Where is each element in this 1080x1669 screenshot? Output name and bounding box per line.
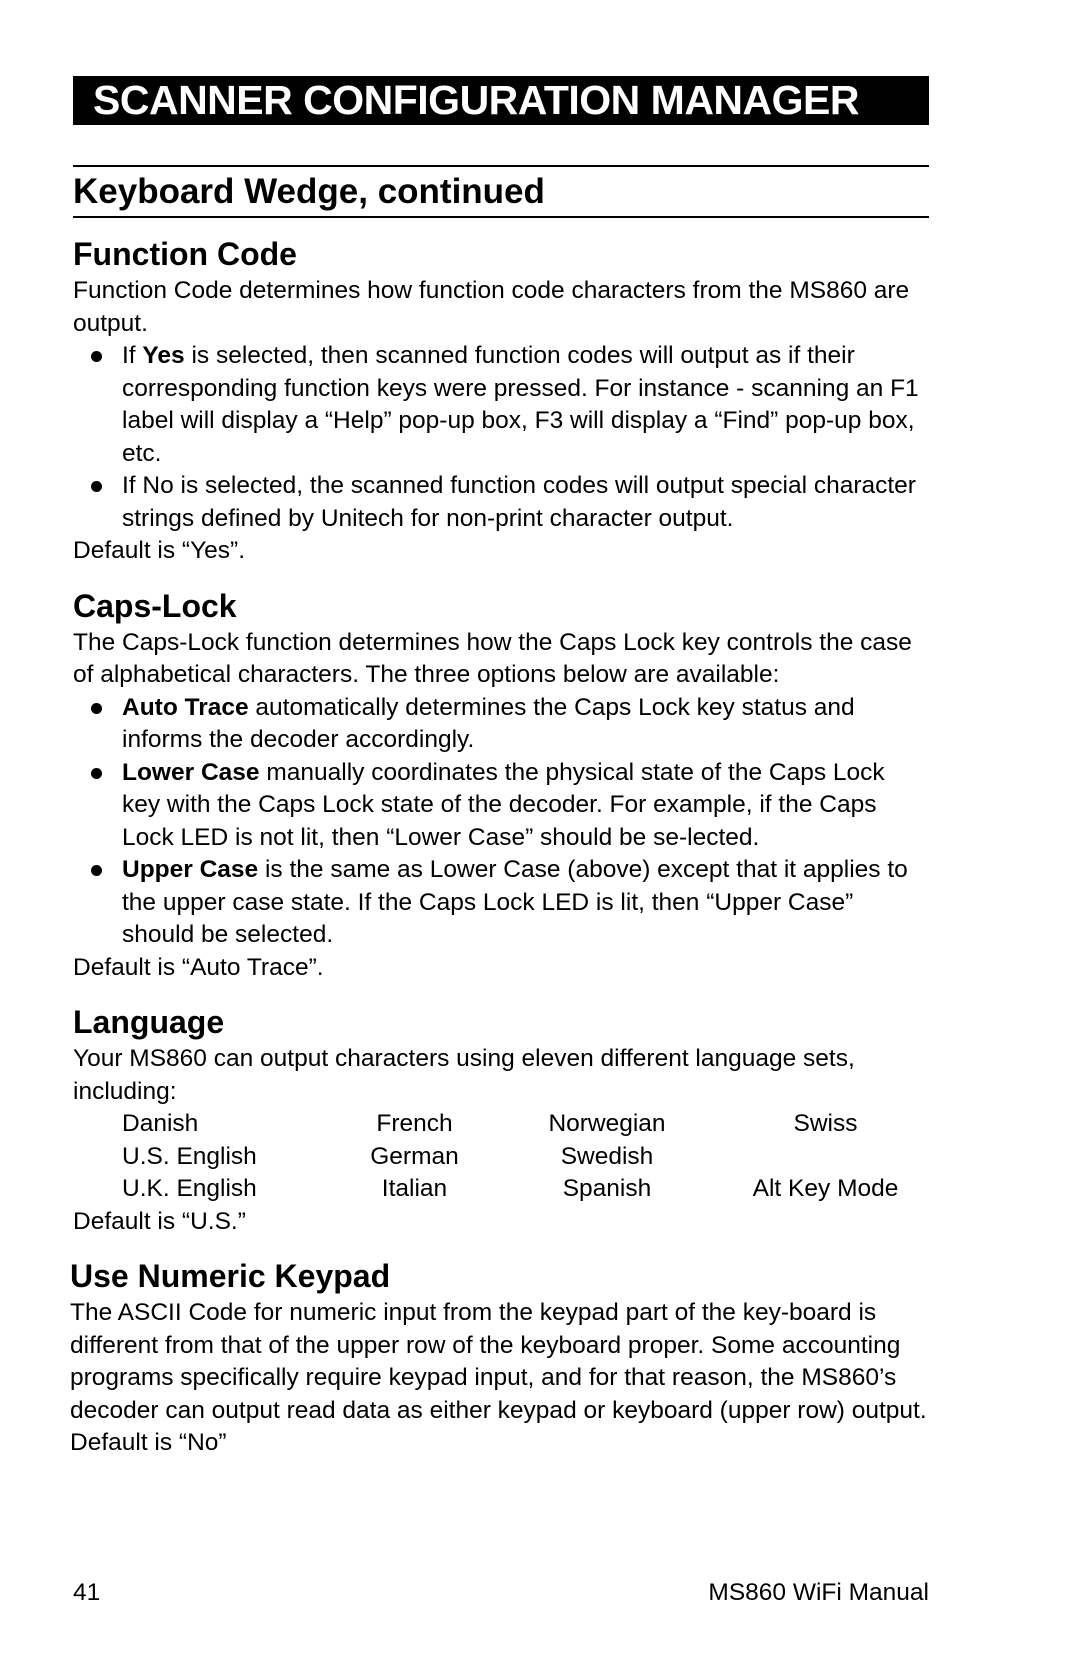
bullet-text: automatically determines the Caps Lock key status and informs the decoder accordingly.	[122, 693, 855, 753]
bullet-icon	[91, 703, 102, 714]
language-intro: Your MS860 can output characters using eleven different language sets, including:	[73, 1045, 855, 1105]
bullet-icon	[91, 865, 102, 876]
numeric-keypad-body: The ASCII Code for numeric input from the keypad part of the key-board is different from that of the upper row of the keyboard proper. Some accounting programs specifically require keypad input, and for that reason, the MS860’s decoder can output read data as either keypad or keyboard (upper row) output.	[70, 1299, 927, 1424]
list-item	[73, 757, 929, 855]
chapter-banner: SCANNER CONFIGURATION MANAGER	[73, 76, 929, 125]
function-code-intro: Function Code determines how function code characters from the MS860 are output.	[73, 277, 910, 337]
function-code-heading: Function Code	[73, 236, 297, 272]
table-row	[122, 1108, 929, 1141]
table-row	[122, 1141, 929, 1174]
bullet-icon	[91, 481, 102, 492]
option-name: Lower Case	[122, 758, 260, 786]
caps-lock-intro: The Caps-Lock function determines how the Caps Lock key controls the case of alphabetical characters. The three options below are available:	[73, 628, 912, 688]
caps-lock-options	[73, 692, 929, 952]
numeric-keypad-heading: Use Numeric Keypad	[70, 1258, 391, 1294]
section-heading: Keyboard Wedge, continued	[73, 165, 929, 218]
function-code-options	[73, 340, 929, 535]
caps-lock-default: Default is “Auto Trace”.	[73, 953, 324, 981]
numeric-keypad-default: Default is “No”	[70, 1429, 227, 1456]
bullet-icon	[91, 351, 102, 362]
language-default: Default is “U.S.”	[73, 1207, 246, 1235]
table-cell: Swiss	[793, 1110, 858, 1137]
table-cell: Swedish	[560, 1142, 654, 1170]
bullet-text: If	[122, 342, 143, 369]
manual-page	[70, 76, 929, 1460]
language-table	[122, 1108, 929, 1206]
caps-lock-section	[73, 587, 929, 985]
table-cell: Italian	[381, 1175, 448, 1202]
table-cell: German	[370, 1142, 459, 1170]
table-cell: Spanish	[562, 1175, 652, 1202]
bullet-text: is selected, then scanned function codes will output as if their corresponding function keys were pressed. For instance - scanning an F1 label will display a “Help” pop-up box, F3 will display a “Find” pop-up box, etc.	[122, 342, 919, 467]
language-section	[73, 1003, 929, 1238]
table-cell: Danish	[122, 1110, 199, 1137]
bullet-text: is the same as Lower Case (above) except that it applies to the upper case state. If the Caps Lock LED is lit, then “Upper Case” should be selected.	[122, 856, 908, 948]
table-cell: Alt Key Mode	[752, 1175, 899, 1202]
function-code-default: Default is “Yes”.	[73, 537, 246, 564]
caps-lock-heading: Caps-Lock	[73, 587, 237, 624]
table-row	[122, 1173, 929, 1206]
bullet-text: manually coordinates the physical state of the Caps Lock key with the Caps Lock state of the decoder. For example, if the Caps Lock LED is not lit, then “Lower Case” should be se-lected.	[122, 758, 885, 851]
list-item	[73, 340, 929, 470]
option-name: Yes	[142, 342, 185, 369]
option-name: Auto Trace	[122, 693, 249, 721]
function-code-section	[73, 235, 929, 568]
table-cell: French	[376, 1110, 453, 1137]
language-heading: Language	[73, 1004, 225, 1040]
bullet-text: If No is selected, the scanned function codes will output special character strings defined by Unitech for non-print character output.	[122, 472, 916, 532]
table-cell: U.S. English	[122, 1142, 257, 1170]
table-cell	[722, 1141, 929, 1174]
manual-title: MS860 WiFi Manual	[708, 1579, 929, 1606]
numeric-keypad-section	[70, 1257, 929, 1460]
page-number: 41	[73, 1579, 101, 1606]
table-cell: Norwegian	[548, 1110, 666, 1137]
bullet-icon	[91, 768, 102, 779]
option-name: Upper Case	[122, 856, 259, 883]
table-cell: U.K. English	[122, 1175, 257, 1202]
list-item	[73, 854, 929, 952]
list-item	[73, 692, 929, 757]
list-item	[73, 470, 929, 535]
